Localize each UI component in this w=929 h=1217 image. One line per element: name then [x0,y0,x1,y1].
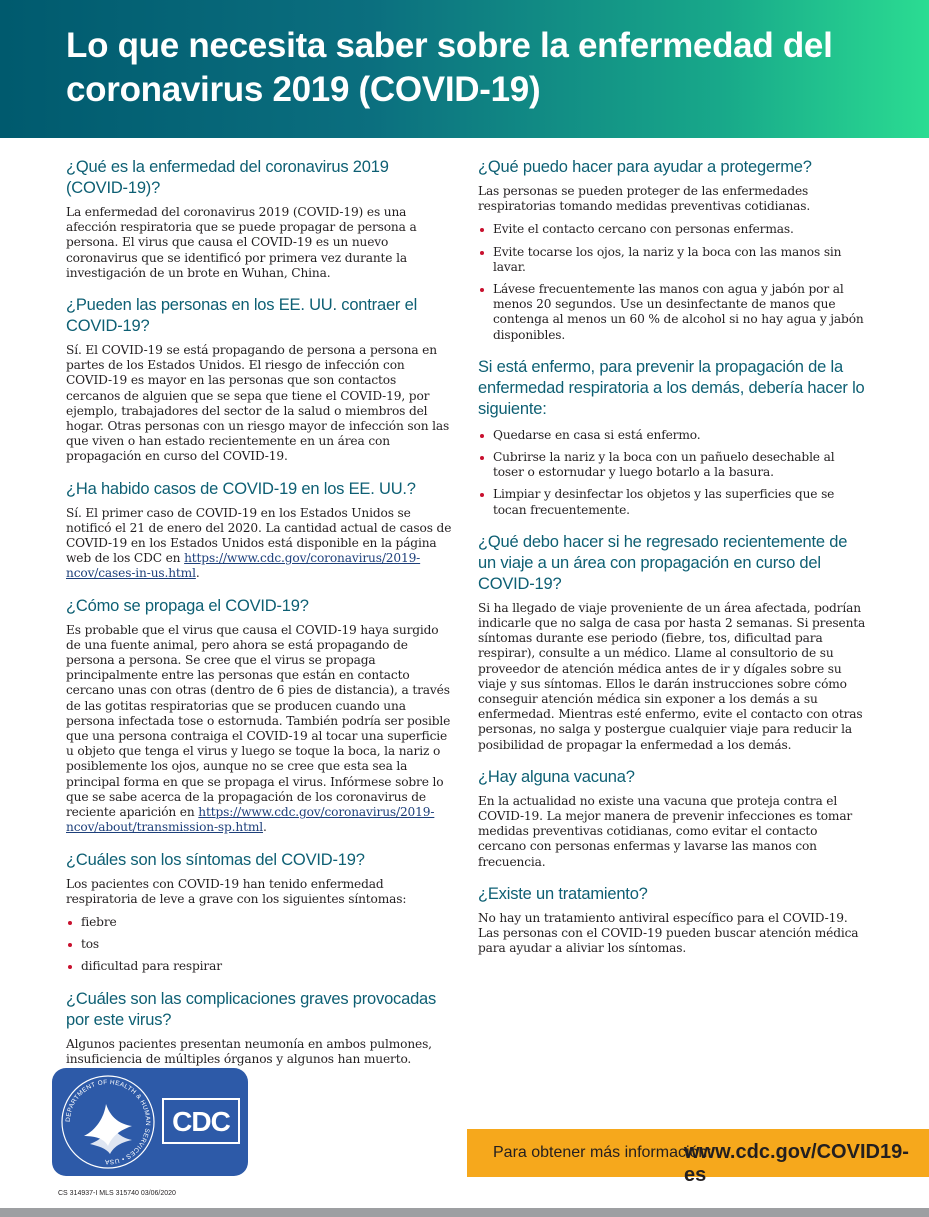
list-item: tos [66,937,452,952]
section-recent-travel [478,532,866,753]
section-heading: ¿Existe un tratamiento? [478,884,648,903]
section-body [66,506,452,582]
section-body: Algunos pacientes presentan neumonía en ambos pulmones, insuficiencia de múltiples órganos y algunos han muerto. [66,1036,432,1066]
section-heading: ¿Cómo se propaga el COVID-19? [66,596,309,615]
section-heading: ¿Qué es la enfermedad del coronavirus 2019 (COVID-19)? [66,158,389,197]
hhs-seal-icon [60,1074,156,1170]
body-text: Sí. El primer caso de COVID-19 en los Estados Unidos se notificó el 21 de enero del 2020. La cantidad actual de casos de COVID-19 en los Estados Unidos está disponible en la página web de los CDC en [66,505,452,566]
cases-in-us-link[interactable]: https://www.cdc.gov/coronavirus/2019-ncov/cases-in-us.html [66,551,421,581]
section-body: Si ha llegado de viaje proveniente de un área afectada, podrían indicarle que no salga de casa por hasta 2 semanas. Si presenta síntomas durante ese periodo (fiebre, tos, dificultad para respirar), consulte a un médico. Llame al consultorio de su proveedor de atención médica antes de ir y dígales sobre su viaje y sus síntomas. Ellos le darán instrucciones sobre cómo conseguir atención médica sin exponer a los demás a su enfermedad. Mientras esté enfermo, evite el contacto con otras personas, no salga y postergue cualquier viaje para reducir la posibilidad de propagar la enfermedad a los demás. [478,600,866,752]
list-item: Limpiar y desinfectar los objetos y las superficies que se tocan frecuentemente. [478,487,866,517]
section-complications [66,989,452,1067]
seal-text: DEPARTMENT OF HEALTH & HUMAN SERVICES • USA [64,1078,152,1166]
list-item: Lávese frecuentemente las manos con agua y jabón por al menos 20 segundos. Use un desinfectante de manos que contenga al menos un 60 % de alcohol si no hay agua y jabón disponibles. [478,282,866,343]
section-heading: ¿Qué puedo hacer para ayudar a protegerme? [478,158,812,176]
section-body: No hay un tratamiento antiviral específico para el COVID-19. Las personas con el COVID-19 pueden buscar atención médica para ayudar a aliviar los síntomas. [478,910,859,956]
section-heading: ¿Qué debo hacer si he regresado recientemente de un viaje a un área con propagación en curso del COVID-19? [478,532,848,593]
more-info-label: Para obtener más información: [493,1144,712,1161]
section-heading: Si está enfermo, para prevenir la propagación de la enfermedad respiratoria a los demás, debería hacer lo siguiente: [478,357,865,418]
section-what-is-covid [66,157,452,281]
list-item: Evite tocarse los ojos, la nariz y la boca con las manos sin lavar. [478,245,866,275]
document-codes: CS 314937-I MLS 315740 03/06/2020 [58,1190,176,1197]
header-banner [0,0,929,138]
section-how-it-spreads [66,596,452,836]
section-symptoms [66,850,452,975]
prevention-list [478,222,866,342]
cdc-logo-icon [162,1098,240,1144]
section-body: Sí. El COVID-19 se está propagando de persona a persona en partes de los Estados Unidos. El riesgo de infección con COVID-19 es mayor en las personas que son contactos cercanos de alguien que se sepa que tiene el COVID-19, por ejemplo, trabajadores del sector de la salud o miembros del hogar. Otras personas con un riesgo mayor de infección son las que viven o han estado recientemente en un área con propagación en curso del COVID-19. [66,343,450,464]
section-treatment [478,884,866,957]
body-end: . [195,566,200,581]
section-if-sick [478,357,866,518]
section-body: Las personas se pueden proteger de las enfermedades respiratorias tomando medidas preventivas cotidianas. [478,184,811,214]
section-body: En la actualidad no existe una vacuna que proteja contra el COVID-19. La mejor manera de prevenir infecciones es tomar medidas preventivas cotidianas, como evitar el contacto cercano con personas enfermas y lavarse las manos con frecuencia. [478,793,853,869]
cdc-logo-text: CDC [172,1106,230,1137]
section-heading: ¿Hay alguna vacuna? [478,767,635,786]
if-sick-list [478,428,866,518]
list-item: Cubrirse la nariz y la boca con un pañuelo desechable al toser o estornudar y luego botarlo a la basura. [478,450,866,480]
left-column [66,157,452,1081]
section-body [66,623,452,836]
section-protect-yourself [478,157,866,343]
section-heading: ¿Pueden las personas en los EE. UU. contraer el COVID-19? [66,296,418,336]
page-title: Lo que necesita saber sobre la enfermedad del coronavirus 2019 (COVID-19) [66,26,833,109]
section-body: La enfermedad del coronavirus 2019 (COVID-19) es una afección respiratoria que se puede propagar de persona a persona. El virus que causa el COVID-19 es un nuevo coronavirus que se identificó por primera vez durante la investigación de un brote en Wuhan, China. [66,205,417,280]
list-item: Evite el contacto cercano con personas enfermas. [478,222,866,237]
section-can-people-in-us-get-covid [66,295,452,465]
more-info-url-link[interactable]: www.cdc.gov/COVID19-es [684,1141,909,1186]
list-item: dificultad para respirar [66,959,452,974]
more-info-bar [467,1129,929,1186]
section-cases-in-us [66,479,452,582]
transmission-link[interactable]: https://www.cdc.gov/coronavirus/2019-ncov/about/transmission-sp.html [66,805,435,835]
bottom-divider [0,1208,929,1217]
section-heading: ¿Cuáles son las complicaciones graves provocadas por este virus? [66,989,437,1029]
section-vaccine [478,767,866,870]
symptom-list [66,915,452,975]
body-end: . [263,820,267,835]
logo-panel [52,1068,248,1176]
list-item: fiebre [66,915,452,930]
section-body: Los pacientes con COVID-19 han tenido enfermedad respiratoria de leve a grave con los siguientes síntomas: [66,876,407,906]
body-text: Es probable que el virus que causa el COVID-19 haya surgido de una fuente animal, pero ahora se está propagando de persona a persona. Se cree que el virus se propaga principalmente entre las personas que están en contacto cercano unas con otras (dentro de 6 pies de distancia), a través de las gotitas respiratorias que se producen cuando una persona infectada tose o estornuda. También podría ser posible que una persona contraiga el COVID-19 al tocar una superficie u objeto que tenga el virus y luego se toque la boca, la nariz o posiblemente los ojos, aunque no se cree que esta sea la principal forma en que se propaga el virus. Infórmese sobre lo que se sabe acerca de la propagación de los coronavirus de reciente aparición en [66,622,451,820]
list-item: Quedarse en casa si está enfermo. [478,428,866,443]
right-column [478,157,866,971]
section-heading: ¿Cuáles son los síntomas del COVID-19? [66,850,365,869]
section-heading: ¿Ha habido casos de COVID-19 en los EE. UU.? [66,479,416,498]
